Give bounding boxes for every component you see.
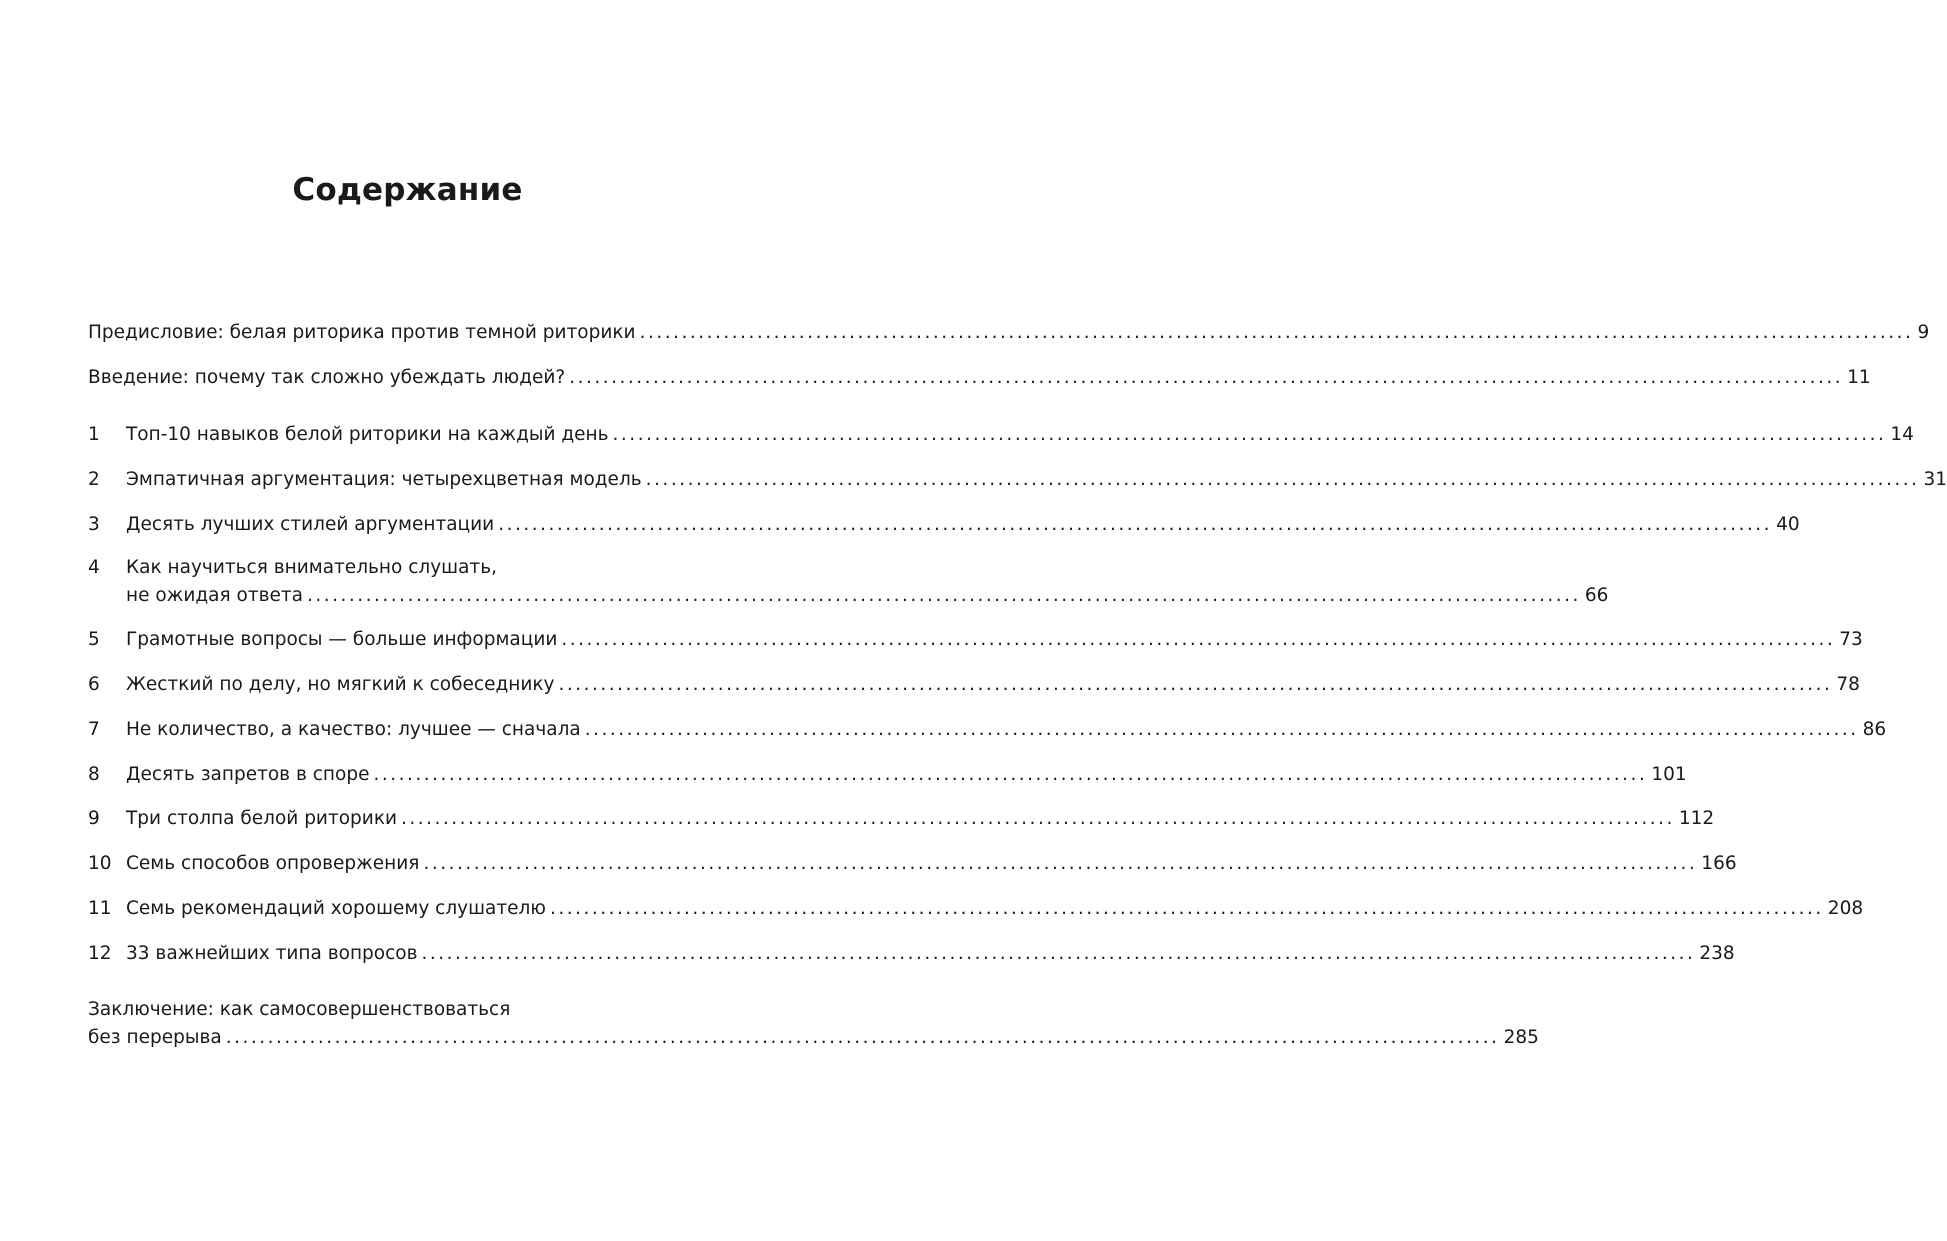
chapter-number: 9 — [88, 808, 100, 829]
chapter-number: 8 — [88, 764, 100, 785]
toc-entry-title: 33 важнейших типа вопросов — [126, 943, 418, 964]
leader-dots: ........................................................................................................................................................ — [401, 808, 1675, 829]
toc-entry-chapter-11 — [88, 895, 1864, 923]
leader-dots: ........................................................................................................................................................ — [561, 629, 1836, 650]
toc-entry-title: Не количество, а качество: лучшее — сначала — [126, 719, 581, 740]
leader-dots: ........................................................................................................................................................ — [307, 585, 1581, 606]
toc-page-number: 78 — [1836, 674, 1860, 695]
toc-page-number: 11 — [1847, 367, 1871, 388]
leader-dots: ........................................................................................................................................................ — [373, 764, 1648, 785]
toc-page-number: 112 — [1678, 808, 1715, 829]
toc-entry-title: Предисловие: белая риторика против темной риторики — [88, 322, 636, 343]
leader-dots: ........................................................................................................................................................ — [549, 898, 1824, 919]
chapter-number: 4 — [88, 557, 100, 578]
toc-entry-introduction — [88, 364, 1871, 392]
toc-entry-title-continued: не ожидая ответа — [126, 585, 303, 606]
leader-dots: ........................................................................................................................................................ — [584, 719, 1859, 740]
leader-dots: ........................................................................................................................................................ — [558, 674, 1833, 695]
leader-dots: ........................................................................................................................................................ — [569, 367, 1844, 388]
toc-entry-title: Топ-10 навыков белой риторики на каждый день — [126, 424, 609, 445]
toc-page-number: 208 — [1827, 898, 1864, 919]
toc-entry-title: Десять запретов в споре — [126, 764, 370, 785]
toc-page-number: 285 — [1503, 1027, 1539, 1048]
chapter-number: 12 — [88, 943, 112, 964]
chapter-number: 3 — [88, 514, 100, 535]
toc-page-number: 66 — [1584, 585, 1609, 606]
chapter-number: 6 — [88, 674, 100, 695]
toc-entry-chapter-1 — [88, 421, 1914, 449]
toc-entry-chapter-12 — [88, 940, 1735, 968]
toc-entry-chapter-7 — [88, 716, 1887, 744]
toc-page-number: 166 — [1701, 853, 1737, 874]
chapter-number: 5 — [88, 629, 100, 650]
toc-entry-title: Введение: почему так сложно убеждать людей? — [88, 367, 566, 388]
toc-entry-title: Десять лучших стилей аргументации — [126, 514, 495, 535]
leader-dots: ........................................................................................................................................................ — [639, 322, 1914, 343]
chapter-number: 11 — [88, 898, 112, 919]
leader-dots: ........................................................................................................................................................ — [421, 943, 1696, 964]
toc-page-number: 86 — [1862, 719, 1887, 740]
toc-page-number: 73 — [1839, 629, 1863, 650]
toc-entry-chapter-10 — [88, 850, 1737, 878]
toc-page-number: 238 — [1699, 943, 1735, 964]
toc-page-number: 31 — [1923, 469, 1947, 490]
toc-entry-chapter-8 — [88, 761, 1687, 789]
toc-entry-title-continued: без перерыва — [88, 1027, 222, 1048]
toc-entry-title: Три столпа белой риторики — [126, 808, 398, 829]
toc-entry-chapter-6 — [88, 671, 1860, 699]
leader-dots: ........................................................................................................................................................ — [645, 469, 1920, 490]
toc-entry-title: Грамотные вопросы — больше информации — [126, 629, 558, 650]
toc-entry-title: Жесткий по делу, но мягкий к собеседнику — [126, 674, 555, 695]
toc-entry-chapter-4 — [88, 554, 1609, 610]
toc-entry-chapter-5 — [88, 626, 1863, 654]
toc-page-number: 40 — [1776, 514, 1800, 535]
toc-entry-title: Семь рекомендаций хорошему слушателю — [126, 898, 546, 919]
chapter-number: 1 — [88, 424, 100, 445]
toc-entry-preface — [88, 319, 1930, 347]
leader-dots: ........................................................................................................................................................ — [612, 424, 1887, 445]
page-title: Содержание — [292, 172, 523, 208]
toc-entry-chapter-2 — [88, 466, 1947, 494]
toc-entry-chapter-3 — [88, 511, 1800, 539]
toc-entry-chapter-9 — [88, 805, 1715, 833]
leader-dots: ........................................................................................................................................................ — [498, 514, 1773, 535]
chapter-number: 2 — [88, 469, 100, 490]
toc-entry-title: Эмпатичная аргументация: четырехцветная модель — [126, 469, 642, 490]
toc-entry-title: Заключение: как самосовершенствоваться — [88, 999, 511, 1020]
chapter-number: 7 — [88, 719, 100, 740]
toc-page-number: 101 — [1651, 764, 1687, 785]
toc-page-number: 14 — [1890, 424, 1914, 445]
toc-entry-title: Как научиться внимательно слушать, — [126, 557, 497, 578]
chapter-number: 10 — [88, 853, 112, 874]
toc-entry-title: Семь способов опровержения — [126, 853, 420, 874]
toc-page-number: 9 — [1917, 322, 1930, 343]
leader-dots: ........................................................................................................................................................ — [225, 1027, 1500, 1048]
toc-entry-conclusion — [88, 996, 1539, 1052]
leader-dots: ........................................................................................................................................................ — [423, 853, 1698, 874]
